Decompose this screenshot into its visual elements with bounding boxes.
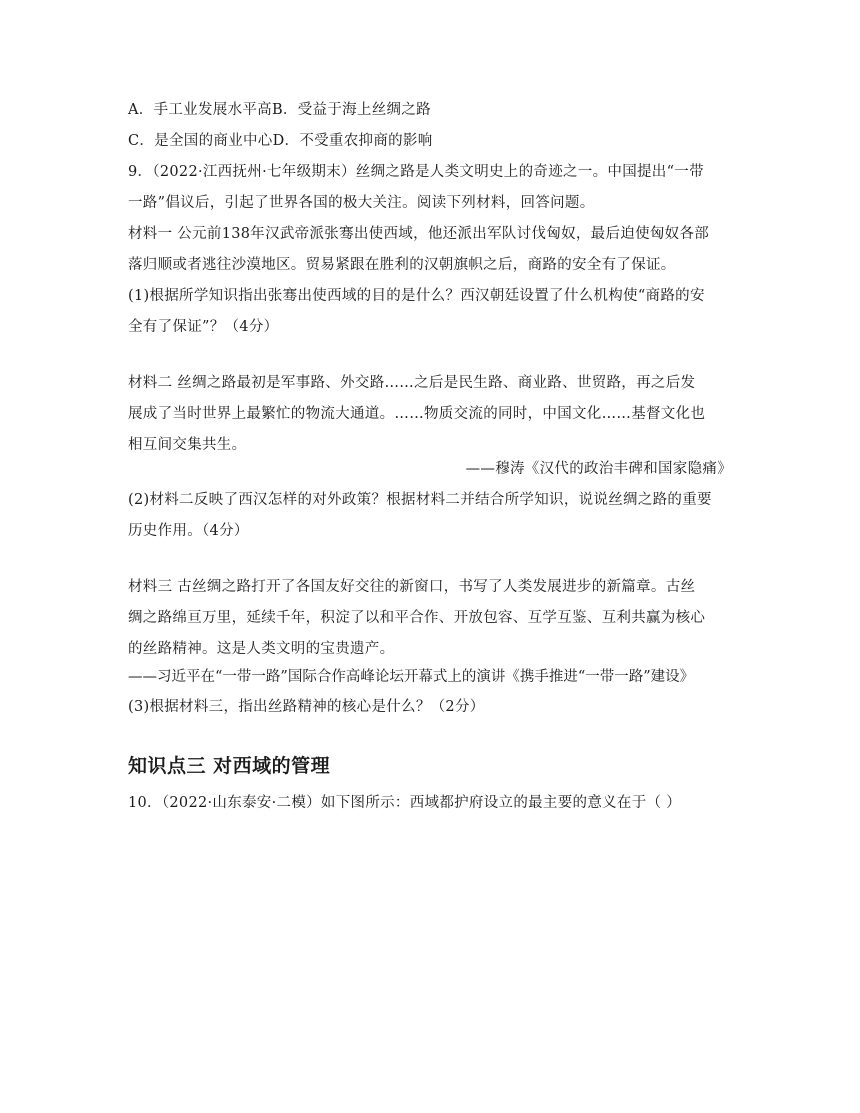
question-9-stem-line1: 9．（2022·江西抚州·七年级期末）丝绸之路是人类文明史上的奇迹之一。中国提出“一带 bbox=[128, 164, 704, 180]
option-c-d: C．是全国的商业中心D．不受重农抑商的影响 bbox=[128, 133, 433, 149]
section-heading: 知识点三 对西域的管理 bbox=[128, 755, 331, 777]
material-1-line1: 材料一 公元前138年汉武帝派张骞出使西域，他还派出军队讨伐匈奴，最后迫使匈奴各部 bbox=[128, 226, 710, 242]
material-3-line1: 材料三 古丝绸之路打开了各国友好交往的新窗口，书写了人类发展进步的新篇章。古丝 bbox=[128, 579, 696, 595]
material-2-line3: 相互间交集共生。 bbox=[128, 437, 247, 453]
material-1-line2: 落归顺或者逃往沙漠地区。贸易紧跟在胜利的汉朝旗帜之后，商路的安全有了保证。 bbox=[128, 257, 676, 273]
material-3-line3: 的丝路精神。这是人类文明的宝贵遗产。 bbox=[128, 641, 395, 657]
question-9-2-line1: (2)材料二反映了西汉怎样的对外政策？根据材料二并结合所学知识，说说丝绸之路的重要 bbox=[128, 492, 712, 508]
question-9-1-line2: 全有了保证”？（4分） bbox=[128, 319, 279, 335]
material-2-line1: 材料二 丝绸之路最初是军事路、外交路……之后是民生路、商业路、世贸路，再之后发 bbox=[128, 375, 696, 391]
question-9-2-line2: 历史作用。（4分） bbox=[128, 523, 249, 539]
question-9-1-line1: (1)根据所学知识指出张骞出使西域的目的是什么？西汉朝廷设置了什么机构使“商路的安 bbox=[128, 288, 705, 304]
material-2-line2: 展成了当时世界上最繁忙的物流大通道。……物质交流的同时，中国文化……基督文化也 bbox=[128, 406, 706, 422]
question-9-stem-line2: 一路”倡议后，引起了世界各国的极大关注。阅读下列材料，回答问题。 bbox=[128, 195, 595, 211]
material-3-source: ——习近平在“一带一路”国际合作高峰论坛开幕式上的演讲《携手推进“一带一路”建设》 bbox=[128, 669, 695, 685]
material-2-source: ——穆涛《汉代的政治丰碑和国家隐痛》 bbox=[465, 461, 732, 477]
option-a-b: A．手工业发展水平高B．受益于海上丝绸之路 bbox=[128, 102, 431, 118]
question-9-3: (3)根据材料三，指出丝路精神的核心是什么？（2分） bbox=[128, 699, 485, 715]
question-10-stem: 10．（2022·山东泰安·二模）如下图所示：西域都护府设立的最主要的意义在于（ ） bbox=[128, 795, 682, 811]
material-3-line2: 绸之路绵亘万里，延续千年，积淀了以和平合作、开放包容、互学互鉴、互利共赢为核心 bbox=[128, 610, 706, 626]
